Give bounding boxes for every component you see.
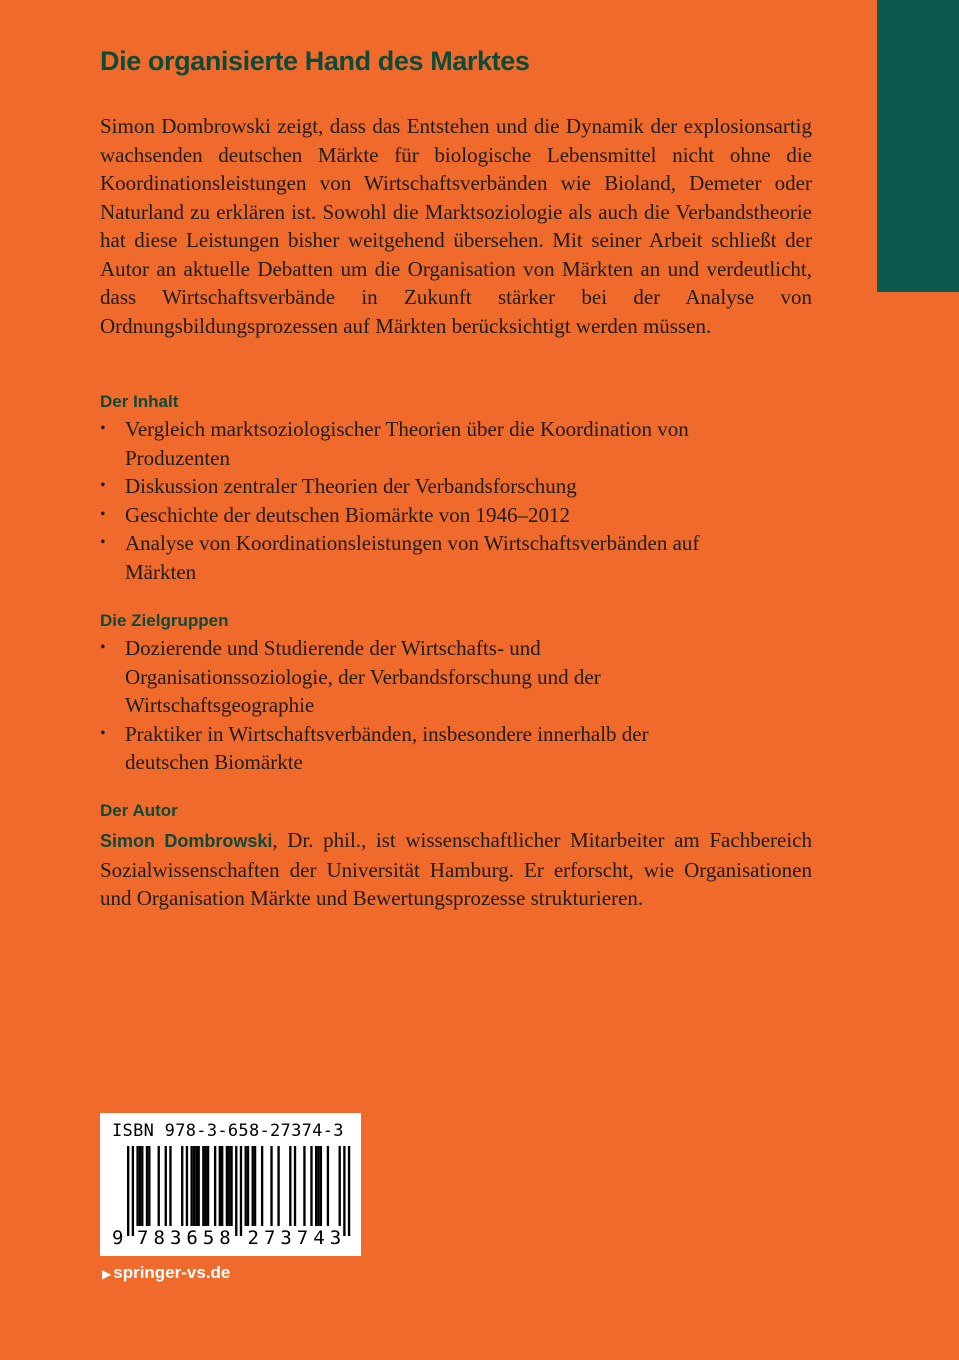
author-bio-text: , Dr. phil., ist wissenschaftlicher Mitarbeiter am Fachbereich Sozialwissenschaften der Universität Hamburg. Er erforscht, wie Organisationen und Organisation Märkte und Bewertungsprozesse strukturieren. [100,828,812,910]
barcode-bar [181,1146,183,1226]
barcode-bar [252,1146,254,1226]
isbn-digit: 3 [280,1227,292,1249]
isbn-digit: 8 [153,1227,165,1249]
barcode-bar [245,1146,247,1226]
publisher-link[interactable] [102,1263,230,1283]
list-item: • Dozierende und Studierende der Wirtschafts- und Organisationssoziologie, der Verbandsforschung und der Wirtschaftsgeographie [100,636,601,717]
intro-text: Simon Dombrowski zeigt, dass das Entstehen und die Dynamik der explosionsartig wachsenden deutschen Märkte für biologische Lebensmittel nicht ohne die Koordinationsleistungen von Wirtschaftsverbänden wie Bioland, Demeter oder Naturland zu erklären ist. Sowohl die Marktsoziologie als auch die Verbandstheorie hat diese Leistungen bisher weitgehend übersehen. Mit seiner Arbeit schließt der Autor an aktuelle Debatten um die Organisation von Märkten an und verdeutlicht, dass Wirtschaftsverbände in Zukunft stärker bei der Analyse von Ordnungsbildungsprozessen auf Märkten berücksichtigt werden müssen. [100,114,812,338]
barcode-bar [339,1146,341,1226]
inhalt-list [100,415,740,586]
barcode-bar [127,1146,129,1236]
isbn-digit: 9 [112,1227,124,1249]
barcode-bar [169,1146,171,1226]
isbn-label: ISBN 978-3-658-27374-3 [112,1121,344,1141]
list-item: • Praktiker in Wirtschaftsverbänden, insbesondere innerhalb der deutschen Biomärkte [100,721,649,774]
barcode-bar [202,1146,204,1226]
barcode-bar [186,1146,188,1226]
barcode-bar [214,1146,216,1226]
barcode-bar [221,1146,223,1226]
isbn-digit: 6 [186,1227,198,1249]
barcode-bar [247,1146,249,1226]
book-title: Die organisierte Hand des Marktes [100,46,530,76]
list-item: • Analyse von Koordinationsleistungen von Wirtschaftsverbänden auf Märkten [100,531,700,584]
isbn-digit: 2 [247,1227,259,1249]
barcode-bar [219,1146,221,1226]
barcode-bar [205,1146,207,1226]
barcode-bar [158,1146,160,1226]
barcode-bar [310,1146,312,1226]
barcode-bar [195,1146,197,1226]
barcode-bar [190,1146,192,1226]
isbn-barcode [100,1113,361,1256]
isbn-digit: 7 [296,1227,309,1249]
barcode-bar [226,1146,228,1226]
barcode-bar [198,1146,200,1226]
zielgruppen-list [100,634,720,777]
arrow-right-icon: ▶ [102,1267,112,1281]
isbn-digit: 7 [137,1227,149,1249]
isbn-digits [100,1227,361,1251]
isbn-digit: 4 [313,1227,325,1249]
list-item: • Vergleich marktsoziologischer Theorien über die Koordination von Produzenten [100,417,689,470]
barcode-bar [193,1146,195,1226]
bullet-icon: • [100,639,106,656]
barcode-bar [230,1146,232,1226]
bullet-icon: • [100,420,106,437]
list-item: • Diskussion zentraler Theorien der Verbandsforschung [100,472,740,501]
barcode-bar [294,1146,296,1226]
isbn-digit: 3 [329,1227,342,1249]
barcode-bar [141,1146,143,1226]
barcode-bar [303,1146,305,1226]
cover-tab-stripe [877,0,959,292]
bullet-icon: • [100,534,106,551]
barcode-bar [228,1146,230,1226]
barcode-bar [315,1146,317,1226]
barcode-bar [327,1146,329,1226]
barcode-bar [289,1146,291,1226]
list-item: • Geschichte der deutschen Biomärkte von 1946–2012 [100,501,740,530]
barcode-bar [240,1146,242,1236]
barcode-bar [235,1146,237,1236]
barcode-bar [165,1146,167,1226]
barcode-bar [277,1146,279,1226]
barcode-bar [136,1146,138,1226]
inhalt-heading: Der Inhalt [100,392,179,411]
barcode-bar [317,1146,319,1226]
publisher-link-text: springer-vs.de [113,1263,231,1282]
isbn-digit: 3 [170,1227,182,1249]
isbn-digit: 8 [219,1227,231,1249]
barcode-bar [254,1146,256,1226]
barcode-bar [207,1146,209,1226]
bullet-icon: • [100,505,106,523]
barcode-bar [261,1146,263,1226]
barcode-bar [139,1146,141,1226]
barcode-bar [270,1146,272,1226]
bullet-icon: • [100,477,106,494]
isbn-digit: 5 [202,1227,215,1249]
barcode-bar [148,1146,150,1226]
barcode-bar [146,1146,148,1226]
autor-heading: Der Autor [100,801,178,820]
author-bio [100,826,812,913]
bullet-icon: • [100,724,106,742]
isbn-digit: 7 [264,1227,276,1249]
zielgruppen-heading: Die Zielgruppen [100,611,229,630]
barcode-bar [348,1146,350,1236]
author-name: Simon Dombrowski [100,831,273,851]
barcode-bar [343,1146,345,1236]
barcode-bar [132,1146,134,1236]
barcode-bar [320,1146,322,1226]
